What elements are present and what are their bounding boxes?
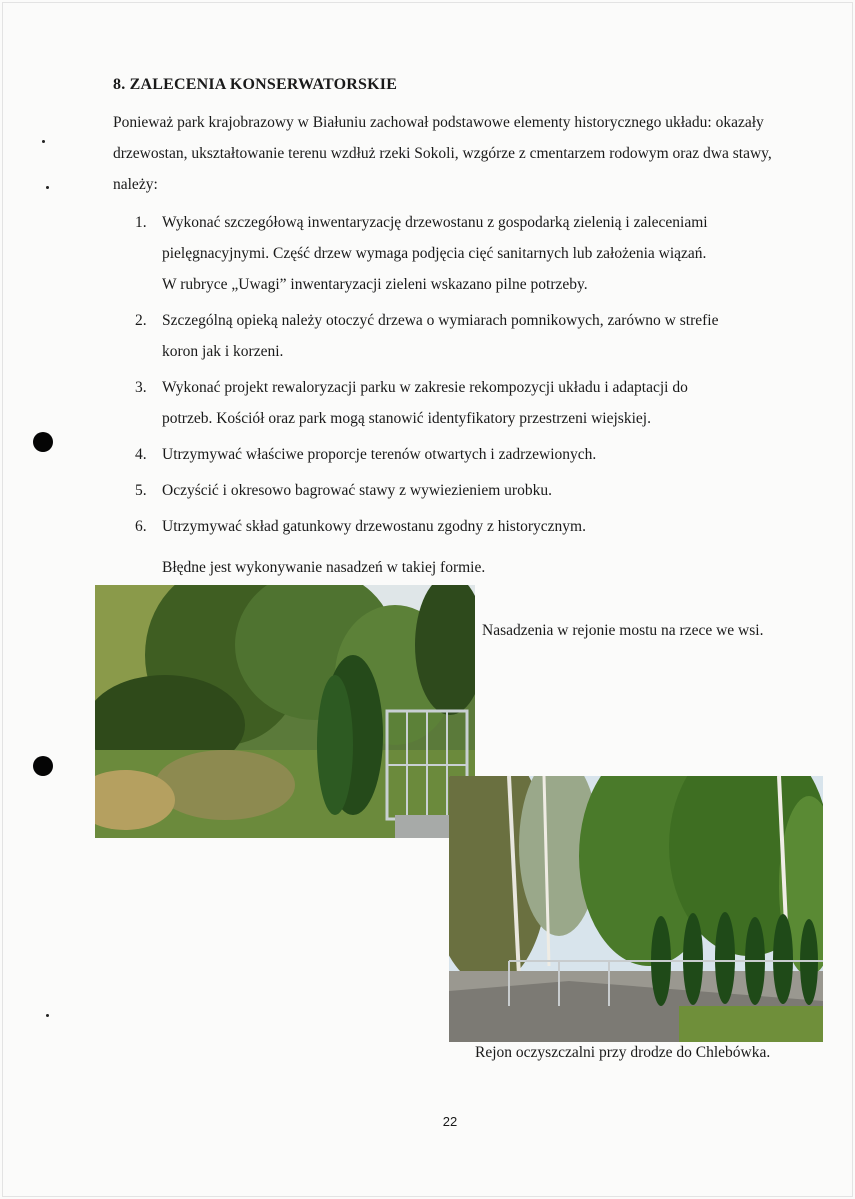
closing-note: Błędne jest wykonywanie nasadzeń w takiej formie. [162,559,486,576]
item-number: 4. [135,446,147,463]
photo-caption: Rejon oczyszczalni przy drodze do Chlebówka. [475,1044,771,1061]
intro-paragraph: Ponieważ park krajobrazowy w Białuniu zachował podstawowe elementy historycznego układu: okazały drzewostan, ukształtowanie terenu wzdłuż rzeki Sokoli, wzgórze z cmentarzem rodowym oraz dwa stawy, należy: [113,114,772,193]
scan-speck [42,140,45,143]
list-item [113,372,803,434]
item-line: Utrzymywać właściwe proporcje terenów otwartych i zadrzewionych. [162,446,597,463]
list-item [113,475,803,506]
punch-hole [33,432,53,452]
punch-hole [33,756,53,776]
section-heading: 8. ZALECENIA KONSERWATORSKIE [113,76,398,93]
item-number: 5. [135,482,147,499]
recommendations-list [113,207,803,542]
item-line: pielęgnacyjnymi. Część drzew wymaga podjęcia cięć sanitarnych lub założenia wiązań. [162,245,707,262]
item-line: Szczególną opieką należy otoczyć drzewa o wymiarach pomnikowych, zarówno w strefie [162,312,719,329]
list-item [113,439,803,470]
item-number: 2. [135,312,147,329]
item-number: 6. [135,518,147,535]
list-item [113,207,803,300]
photo-treatment-plant [449,776,823,1042]
item-number: 3. [135,379,147,396]
item-line: W rubryce „Uwagi” inwentaryzacji zieleni wskazano pilne potrzeby. [162,276,588,293]
item-line: Oczyścić i okresowo bagrować stawy z wywiezieniem urobku. [162,482,552,499]
page-number: 22 [442,1114,458,1129]
item-number: 1. [135,214,147,231]
scan-speck [46,1014,49,1017]
item-line: koron jak i korzeni. [162,343,284,360]
item-line: Utrzymywać skład gatunkowy drzewostanu zgodny z historycznym. [162,518,586,535]
item-line: Wykonać szczegółową inwentaryzację drzewostanu z gospodarką zielenią i zaleceniami [162,214,708,231]
item-line: Wykonać projekt rewaloryzacji parku w zakresie rekompozycji układu i adaptacji do [162,379,688,396]
scan-speck [46,186,49,189]
list-item [113,305,803,367]
photo-caption: Nasadzenia w rejonie mostu na rzece we wsi. [482,622,764,639]
item-line: potrzeb. Kościół oraz park mogą stanowić identyfikatory przestrzeni wiejskiej. [162,410,651,427]
list-item [113,511,803,542]
photo-bridge-plantings [95,585,475,838]
photo-treatment-plant-image [449,776,823,1042]
photo-bridge-plantings-image [95,585,475,838]
